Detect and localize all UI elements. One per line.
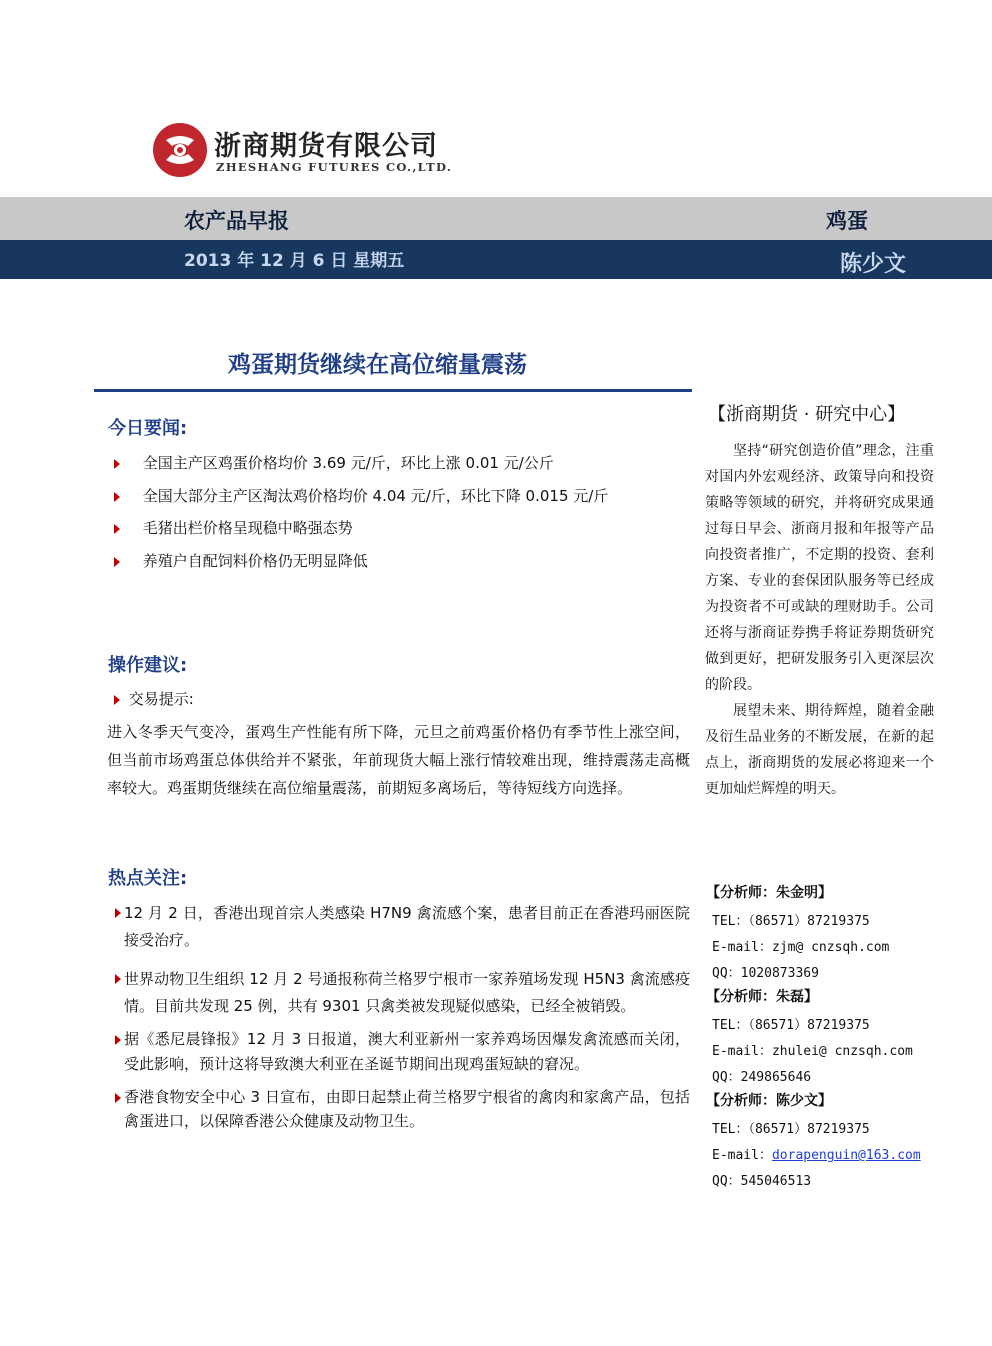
company-name-cn: 浙商期货有限公司: [214, 131, 438, 162]
bullet-arrow-icon: [115, 908, 121, 918]
hotspots-heading: 热点关注:: [108, 868, 188, 889]
sidebar-outlook: 展望未来、期待辉煌，随着金融及衍生品业务的不断发展，在新的起点上，浙商期货的发展必将迎来一个更加灿烂辉煌的明天。: [705, 703, 934, 797]
news-heading: 今日要闻:: [108, 418, 188, 439]
analyst-email-address: zhulei@ cnzsqh.com: [771, 1044, 913, 1059]
news-item: 毛猪出栏价格呈现稳中略强态势: [114, 517, 353, 538]
trade-tip-label: 交易提示:: [114, 688, 194, 709]
company-logo: [152, 122, 452, 182]
bullet-arrow-icon: [115, 1093, 121, 1103]
author-name: 陈少文: [840, 252, 907, 277]
product-name: 鸡蛋: [826, 209, 868, 233]
analyst-qq: QQ：545046513: [712, 1174, 812, 1189]
bullet-arrow-icon: [114, 524, 120, 534]
bullet-arrow-icon: [114, 492, 120, 502]
report-type: 农产品早报: [184, 209, 289, 233]
analyst-tel: TEL：（86571）87219375: [712, 914, 870, 929]
bullet-arrow-icon: [114, 695, 120, 705]
analyst-tel: TEL：（86571）87219375: [712, 1122, 870, 1137]
analyst-email: E-mail：zhulei@ cnzsqh.com: [712, 1044, 913, 1059]
analyst-email: E-mail：zjm@ cnzsqh.com: [712, 940, 890, 955]
page-title: 鸡蛋期货继续在高位缩量震荡: [228, 352, 527, 378]
sidebar-title: 【浙商期货 · 研究中心】: [708, 404, 906, 425]
report-date: 2013 年 12 月 6 日 星期五: [184, 251, 405, 271]
analyst-tel: TEL：（86571）87219375: [712, 1018, 870, 1033]
sidebar-intro: 坚持“研究创造价值”理念，注重对国内外宏观经济、政策导向和投资策略等领域的研究，并将研究成果通过每日早会、浙商月报和年报等产品向投资者推广，不定期的投资、套利方案、专业的套保团队服务等已经成为投资者不可或缺的理财助手。公司还将与浙商证券携手将证券期货研究做到更好，把研发服务引入更深层次的阶段。: [705, 443, 934, 693]
bullet-arrow-icon: [114, 557, 120, 567]
analyst-heading: 【分析师：陈少文】: [706, 1093, 832, 1109]
title-divider: [94, 389, 692, 392]
hotspot-item: 据《悉尼晨锋报》12 月 3 日报道，澳大利亚新州一家养鸡场因爆发禽流感而关闭，受此影响，预计这将导致澳大利亚在圣诞节期间出现鸡蛋短缺的窘况。: [124, 1030, 690, 1073]
analyst-heading: 【分析师：朱金明】: [706, 885, 832, 901]
bullet-arrow-icon: [115, 1035, 121, 1045]
bullet-arrow-icon: [115, 974, 121, 984]
analyst-qq: QQ：1020873369: [712, 966, 819, 981]
news-item: 全国主产区鸡蛋价格均价 3.69 元/斤，环比上涨 0.01 元/公斤: [114, 452, 554, 473]
advice-text: 进入冬季天气变冷，蛋鸡生产性能有所下降，元旦之前鸡蛋价格仍有季节性上涨空间，但当前市场鸡蛋总体供给并不紧张，年前现货大幅上涨行情较难出现，维持震荡走高概率较大。鸡蛋期货继续在高位缩量震荡，前期短多离场后，等待短线方向选择。: [107, 723, 690, 797]
hotspot-item: 香港食物安全中心 3 日宣布，由即日起禁止荷兰格罗宁根省的禽肉和家禽产品，包括禽蛋进口，以保障香港公众健康及动物卫生。: [124, 1088, 690, 1130]
analyst-qq: QQ：249865646: [712, 1070, 812, 1085]
analyst-email-link[interactable]: dorapenguin@163.com: [771, 1148, 921, 1163]
advice-heading: 操作建议:: [108, 655, 188, 676]
analyst-email-address: zjm@ cnzsqh.com: [771, 940, 890, 955]
news-item: 养殖户自配饲料价格仍无明显降低: [114, 550, 368, 571]
hotspot-item: 12 月 2 日，香港出现首宗人类感染 H7N9 禽流感个案，患者目前正在香港玛丽医院接受治疗。: [124, 904, 690, 949]
company-logo-icon: [152, 122, 208, 178]
news-item: 全国大部分主产区淘汰鸡价格均价 4.04 元/斤，环比下降 0.015 元/斤: [114, 485, 608, 506]
company-name-en: ZHESHANG FUTURES CO.,LTD.: [216, 160, 453, 174]
hotspot-item: 世界动物卫生组织 12 月 2 号通报称荷兰格罗宁根市一家养殖场发现 H5N3 禽流感疫情。目前共发现 25 例，共有 9301 只禽类被发现疑似感染，已经全被销毁。: [124, 970, 690, 1015]
analyst-email: E-mail：dorapenguin@163.com: [712, 1148, 921, 1163]
analyst-heading: 【分析师：朱磊】: [706, 989, 818, 1005]
bullet-arrow-icon: [114, 459, 120, 469]
